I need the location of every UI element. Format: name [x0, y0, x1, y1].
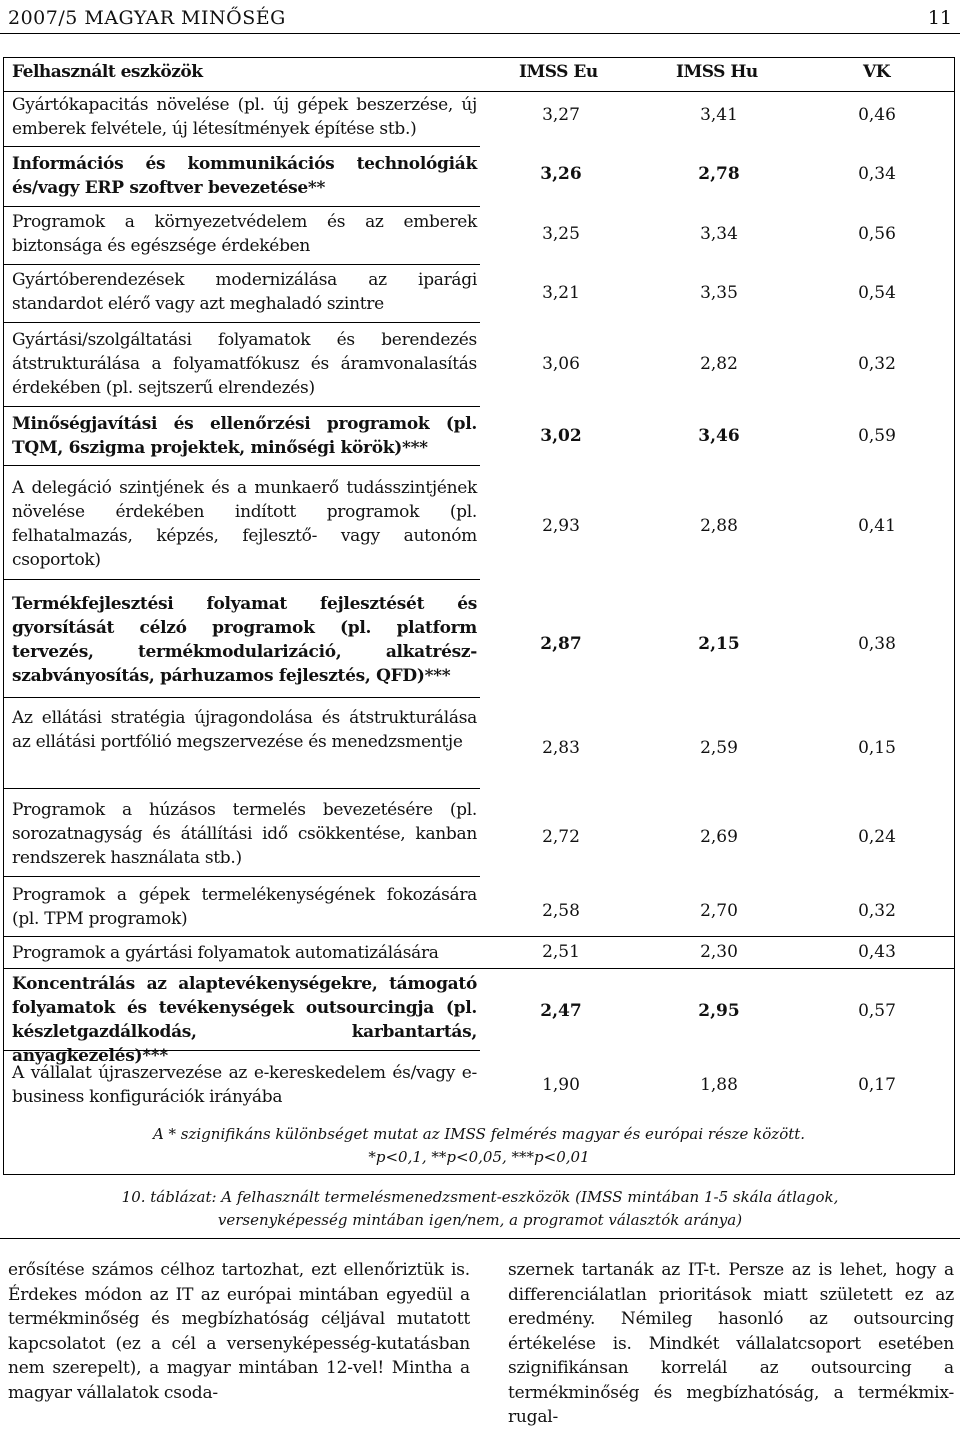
- row-divider: [4, 788, 480, 789]
- value-vk: 0,56: [858, 224, 896, 244]
- value-vk: 0,59: [858, 426, 896, 446]
- value-hu: 2,82: [700, 354, 738, 374]
- tools-table: [3, 57, 955, 1175]
- header-imss-eu: IMSS Eu: [519, 62, 598, 82]
- value-eu: 2,51: [542, 942, 580, 962]
- header-imss-hu: IMSS Hu: [676, 62, 758, 82]
- row-label: Gyártókapacitás növelése (pl. új gépek beszerzése, új emberek felvétele, új létesítmények építése stb.): [12, 95, 477, 139]
- row-label: Gyártási/szolgáltatási folyamatok és berendezés átstrukturálása a folyamatfókusz és áramvonalasítás érdekében (pl. sejtszerű elrendezés): [12, 330, 477, 398]
- page-number: 11: [927, 7, 952, 29]
- value-vk: 0,32: [858, 354, 896, 374]
- value-eu: 3,26: [540, 164, 582, 184]
- row-label: Programok a húzásos termelés bevezetésére (pl. sorozatnagyság és átállítási idő csökkentése, kanban rendszerek használata stb.): [12, 800, 477, 868]
- table-caption: 10. táblázat: A felhasznált termelésmenedzsment-eszközök (IMSS mintában 1-5 skála átlagok, versenyképesség mintában igen/nem, a programot választók aránya): [121, 1188, 839, 1229]
- value-hu: 1,88: [700, 1075, 738, 1095]
- value-eu: 3,06: [542, 354, 580, 374]
- value-eu: 3,02: [540, 426, 582, 446]
- value-eu: 3,25: [542, 224, 580, 244]
- value-hu: 2,78: [698, 164, 740, 184]
- value-hu: 3,34: [700, 224, 738, 244]
- page-header: [0, 0, 960, 36]
- value-vk: 0,38: [858, 634, 896, 654]
- row-label: A delegáció szintjének és a munkaerő tudásszintjének növelése érdekében indított programok (pl. felhatalmazás, képzés, fejlesztő- vagy autonóm csoportok): [12, 478, 477, 570]
- row-label: Programok a gépek termelékenységének fokozására (pl. TPM programok): [12, 885, 477, 929]
- journal-title: 2007/5 MAGYAR MINŐSÉG: [8, 7, 286, 29]
- row-label: Programok a gyártási folyamatok automatizálására: [12, 943, 439, 963]
- row-label: Programok a környezetvédelem és az emberek biztonsága és egészsége érdekében: [12, 212, 477, 256]
- row-divider: [4, 968, 954, 969]
- value-vk: 0,43: [858, 942, 896, 962]
- row-label: A vállalat újraszervezése az e-kereskedelem és/vagy e-business konfigurációk irányába: [12, 1063, 477, 1107]
- value-hu: 2,70: [700, 901, 738, 921]
- header-tools: Felhasznált eszközök: [12, 62, 203, 82]
- value-eu: 2,47: [540, 1001, 582, 1021]
- value-hu: 2,69: [700, 827, 738, 847]
- value-vk: 0,32: [858, 901, 896, 921]
- value-eu: 2,72: [542, 827, 580, 847]
- value-hu: 3,35: [700, 283, 738, 303]
- value-vk: 0,41: [858, 516, 896, 536]
- value-vk: 0,34: [858, 164, 896, 184]
- table-header-row: [4, 62, 954, 92]
- row-label: Minőségjavítási és ellenőrzési programok (pl. TQM, 6szigma projektek, minőségi körök)***: [12, 414, 477, 458]
- row-divider: [4, 936, 954, 937]
- value-vk: 0,17: [858, 1075, 896, 1095]
- value-hu: 2,59: [700, 738, 738, 758]
- row-label: Az ellátási stratégia újragondolása és átstrukturálása az ellátási portfólió megszervezése és menedzsmentje: [12, 708, 477, 752]
- row-divider: [4, 697, 480, 698]
- value-eu: 3,27: [542, 105, 580, 125]
- row-label: Koncentrálás az alaptevékenységekre, támogató folyamatok és tevékenységek outsourcingja (pl. készletgazdálkodás, karbantartás, anyagkezelés)***: [12, 974, 477, 1066]
- row-divider: [4, 406, 480, 407]
- caption-rule: [0, 1238, 960, 1239]
- row-divider: [4, 465, 480, 466]
- body-text-left: erősítése számos célhoz tartozhat, ezt ellenőriztük is. Érdekes módon az IT az európai mintában egyedül a termékminőség és megbízhatóság céljával mutatott kapcsolatot (ez a cél a versenyképesség-kutatásban nem szerepelt), a magyar mintában 12-vel! Mintha a magyar vállalatok csoda-: [8, 1260, 470, 1403]
- row-divider: [4, 876, 480, 877]
- value-hu: 3,46: [698, 426, 740, 446]
- value-eu: 2,58: [542, 901, 580, 921]
- value-eu: 3,21: [542, 283, 580, 303]
- table-note: A * szignifikáns különbséget mutat az IMSS felmérés magyar és európai része között.: [152, 1125, 806, 1143]
- value-vk: 0,54: [858, 283, 896, 303]
- row-divider: [4, 206, 480, 207]
- row-label: Termékfejlesztési folyamat fejlesztését és gyorsítását célzó programok (pl. platform tervezés, termékmodularizáció, alkatrész-szabványosítás, párhuzamos fejlesztés, QFD)***: [12, 594, 477, 686]
- significance-note: *p<0,1, **p<0,05, ***p<0,01: [368, 1148, 590, 1166]
- row-label: Információs és kommunikációs technológiák és/vagy ERP szoftver bevezetése**: [12, 154, 477, 198]
- value-vk: 0,15: [858, 738, 896, 758]
- value-eu: 2,83: [542, 738, 580, 758]
- header-vk: VK: [863, 62, 890, 82]
- row-divider: [4, 1050, 480, 1051]
- value-hu: 2,30: [700, 942, 738, 962]
- value-vk: 0,24: [858, 827, 896, 847]
- body-text-right: szernek tartanák az IT-t. Persze az is lehet, hogy a differenciálatlan prioritások miatt született ez az eredmény. Némileg hasonló az outsourcing értékelése is. Mindkét vállalatcsoport esetében szignifikánsan korrelál az outsourcing a termékminőség és megbízhatóság, a termékmix-rugal-: [508, 1260, 954, 1427]
- header-rule: [4, 91, 954, 92]
- value-hu: 2,15: [698, 634, 740, 654]
- value-vk: 0,46: [858, 105, 896, 125]
- value-eu: 2,93: [542, 516, 580, 536]
- value-eu: 2,87: [540, 634, 582, 654]
- row-divider: [4, 322, 480, 323]
- value-hu: 2,88: [700, 516, 738, 536]
- value-eu: 1,90: [542, 1075, 580, 1095]
- row-divider: [4, 146, 480, 147]
- row-divider: [4, 579, 480, 580]
- value-vk: 0,57: [858, 1001, 896, 1021]
- value-hu: 3,41: [700, 105, 738, 125]
- row-divider: [4, 264, 480, 265]
- row-label: Gyártóberendezések modernizálása az iparági standardot elérő vagy azt meghaladó szintre: [12, 270, 477, 314]
- header-rule: [0, 33, 960, 34]
- value-hu: 2,95: [698, 1001, 740, 1021]
